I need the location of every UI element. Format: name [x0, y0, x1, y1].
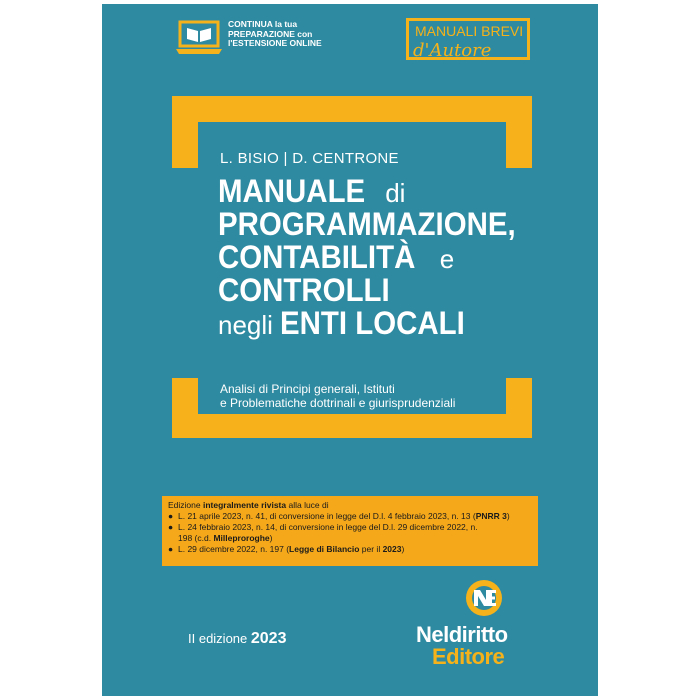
title-controlli: CONTROLLI — [218, 272, 390, 308]
edition-label — [188, 630, 286, 648]
subtitle-line1: Analisi di Principi generali, Istituti — [220, 382, 395, 396]
series-badge — [406, 18, 530, 60]
b3-pre: L. 29 dicembre 2022, n. 197 ( — [178, 544, 290, 554]
b1-post: ) — [506, 511, 510, 521]
bullet-icon: ● — [168, 544, 174, 554]
info-intro-post: alla luce di — [286, 500, 329, 510]
edition-text: II edizione — [188, 631, 251, 646]
info-bullet-2 — [168, 522, 532, 533]
book-cover — [102, 4, 598, 696]
b1-bold: PNRR 3 — [475, 511, 507, 521]
book-title — [218, 175, 542, 340]
ext-line1: CONTINUA la tua — [228, 19, 298, 29]
ne-logo-icon — [464, 578, 504, 618]
bullet-icon: ● — [168, 511, 174, 521]
publisher-name: Neldiritto — [416, 622, 508, 647]
title-negli: negli — [218, 310, 281, 340]
b3-bold: Legge di Bilancio — [289, 544, 360, 554]
info-intro-pre: Edizione — [168, 500, 203, 510]
title-contabilita: CONTABILITÀ — [218, 239, 416, 275]
online-extension-text — [228, 20, 348, 49]
frame-top — [172, 96, 532, 122]
subtitle — [220, 382, 455, 410]
frame-right-top — [506, 96, 532, 168]
info-bullet-1 — [168, 511, 532, 522]
info-intro-bold: integralmente rivista — [202, 500, 287, 510]
title-e: e — [432, 244, 455, 274]
b2-line2-pre: 198 (c.d. — [178, 533, 214, 543]
online-extension[interactable] — [176, 20, 348, 56]
info-bullet-2-cont — [168, 533, 532, 544]
frame-bottom — [172, 414, 532, 438]
series-line1: MANUALI BREVI — [415, 23, 524, 39]
ext-line2: PREPARAZIONE con — [228, 28, 313, 39]
b2-line2-post: ) — [269, 533, 273, 543]
title-manuale: MANUALE — [218, 173, 366, 209]
edition-info-box — [162, 496, 538, 566]
series-line2: d'Autore — [413, 40, 492, 61]
b1-pre: L. 21 aprile 2023, n. 41, di conversione in legge del D.l. 4 febbraio 2023, n. 13 ( — [178, 511, 476, 521]
edition-year: 2023 — [250, 630, 287, 647]
bullet-icon: ● — [168, 522, 174, 532]
b3-post: ) — [401, 544, 405, 554]
b3-mid: per il — [359, 544, 383, 554]
info-intro — [168, 500, 532, 511]
subtitle-line2: e Problematiche dottrinali e giurisprudenziali — [220, 396, 456, 410]
info-bullet-3 — [168, 544, 532, 555]
ext-line3: l'ESTENSIONE ONLINE — [228, 38, 322, 48]
title-di: di — [377, 178, 406, 208]
b2-line2-bold: Milleproroghe — [213, 533, 270, 543]
b2-line1: L. 24 febbraio 2023, n. 14, di conversione in legge del D.l. 29 dicembre 2022, n. — [178, 522, 478, 532]
b3-year: 2023 — [382, 544, 402, 554]
frame-left-top — [172, 96, 198, 168]
laptop-book-icon — [176, 20, 222, 56]
title-enti-locali: ENTI LOCALI — [280, 305, 465, 341]
publisher-editore: Editore — [432, 644, 505, 669]
authors: L. BISIO | D. CENTRONE — [220, 150, 399, 167]
title-programmazione: PROGRAMMAZIONE, — [218, 206, 516, 242]
